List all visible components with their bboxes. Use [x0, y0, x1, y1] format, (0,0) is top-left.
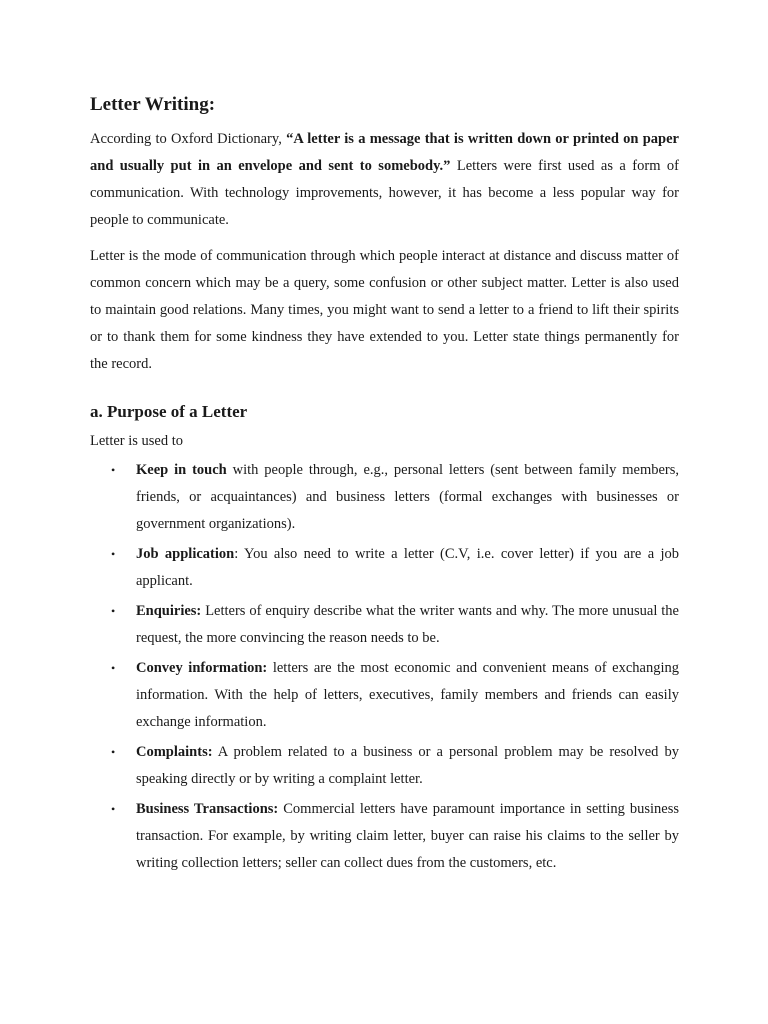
bullet-icon: •: [111, 547, 116, 561]
bullet-icon: •: [111, 802, 116, 816]
list-item-text: Commercial letters have paramount importance in setting business transaction. For example, by writing claim letter, buyer can raise his claims to the seller by writing collection letters; seller can collect dues from the customers, etc.: [136, 801, 679, 871]
definition-rest: Letters were first used as a form of communication. With technology improvements, however, it has become a less popular way for people to communicate.: [90, 158, 679, 228]
list-item: [90, 598, 679, 652]
section-intro: Letter is used to: [90, 433, 184, 449]
bullet-icon: •: [111, 463, 116, 477]
list-item: [90, 739, 679, 793]
definition-paragraph: [90, 126, 679, 234]
list-item: [90, 796, 679, 877]
section-heading: a. Purpose of a Letter: [90, 402, 248, 421]
list-item-term: Convey information:: [136, 660, 268, 676]
document-title: Letter Writing:: [90, 94, 216, 115]
definition-quote: “A letter is a message that is written down or printed on paper and usually put in an envelope and sent to somebody.”: [90, 131, 679, 174]
list-item-term: Keep in touch: [136, 462, 227, 478]
list-item: [90, 655, 679, 736]
description-paragraph: Letter is the mode of communication through which people interact at distance and discuss matter of common concern which may be a query, some confusion or other subject matter. Letter is also used to maintain good relations. Many times, you might want to send a letter to a friend to lift their spirits or to thank them for some kindness they have extended to you. Letter state things permanently for the record.: [90, 248, 679, 372]
list-item-text: A problem related to a business or a personal problem may be resolved by speaking directly or by writing a complaint letter.: [136, 744, 679, 787]
definition-lead: According to Oxford Dictionary,: [90, 131, 287, 147]
bullet-icon: •: [111, 661, 116, 675]
list-item-term: Job application: [136, 546, 235, 562]
list-item-term: Enquiries:: [136, 603, 202, 619]
list-item-text: : You also need to write a letter (C.V, i.e. cover letter) if you are a job applicant.: [136, 546, 680, 589]
list-item-text: letters are the most economic and convenient means of exchanging information. With the help of letters, executives, family members and friends can easily exchange information.: [136, 660, 679, 730]
purpose-list: [90, 457, 679, 877]
list-item-text: with people through, e.g., personal letters (sent between family members, friends, or acquaintances) and business letters (formal exchanges with businesses or government organizations).: [136, 462, 680, 532]
document-page: [90, 92, 679, 880]
list-item: [90, 541, 679, 595]
bullet-icon: •: [111, 604, 116, 618]
list-item-text: Letters of enquiry describe what the writer wants and why. The more unusual the request, the more convincing the reason needs to be.: [136, 603, 679, 646]
bullet-icon: •: [111, 745, 116, 759]
list-item: [90, 457, 679, 538]
list-item-term: Business Transactions:: [136, 801, 279, 817]
list-item-term: Complaints:: [136, 744, 213, 760]
